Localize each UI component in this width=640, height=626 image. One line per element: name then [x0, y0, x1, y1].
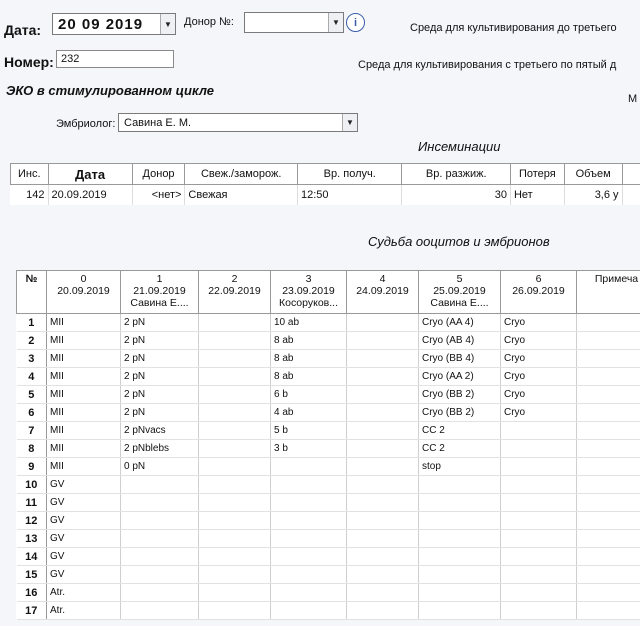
- cell[interactable]: [347, 314, 419, 332]
- cell[interactable]: [577, 350, 640, 368]
- cell[interactable]: [577, 494, 640, 512]
- date-picker[interactable]: [52, 13, 176, 35]
- fate-col-header-line: 26.09.2019: [512, 285, 565, 297]
- cell[interactable]: [271, 458, 347, 476]
- cell[interactable]: [577, 512, 640, 530]
- cell[interactable]: [121, 584, 199, 602]
- cell[interactable]: MII: [47, 314, 121, 332]
- number-label: Номер:: [4, 54, 54, 70]
- cell[interactable]: [577, 584, 640, 602]
- col-header[interactable]: Свеж./заморож.: [185, 164, 298, 185]
- fate-col-header-line: №: [25, 273, 38, 285]
- cell[interactable]: [347, 494, 419, 512]
- fate-col-header-line: 4: [379, 273, 386, 285]
- cell[interactable]: 2 pN: [121, 386, 199, 404]
- cell[interactable]: MII: [47, 422, 121, 440]
- cell[interactable]: [199, 584, 271, 602]
- fate-col-header-line: 2: [231, 273, 238, 285]
- cell[interactable]: [347, 404, 419, 422]
- table-row[interactable]: [17, 602, 640, 620]
- cell[interactable]: 4 ab: [271, 404, 347, 422]
- row-number: 14: [17, 548, 47, 566]
- fate-header-row: [17, 271, 640, 314]
- cell[interactable]: [419, 584, 501, 602]
- cell[interactable]: 8 ab: [271, 332, 347, 350]
- cell: 3,6 у: [564, 185, 622, 206]
- cell[interactable]: [121, 476, 199, 494]
- table-row[interactable]: [17, 314, 640, 332]
- cell[interactable]: 10 ab: [271, 314, 347, 332]
- col-header[interactable]: Объем: [564, 164, 622, 185]
- cell[interactable]: GV: [47, 512, 121, 530]
- cell[interactable]: [577, 332, 640, 350]
- date-value: 20 09 2019: [58, 15, 144, 33]
- cell[interactable]: [199, 332, 271, 350]
- cell[interactable]: [347, 386, 419, 404]
- cell[interactable]: [347, 422, 419, 440]
- cell[interactable]: [271, 584, 347, 602]
- cell[interactable]: 2 pN: [121, 368, 199, 386]
- table-row[interactable]: [17, 440, 640, 458]
- cell[interactable]: [501, 494, 577, 512]
- cell[interactable]: [271, 602, 347, 620]
- cell[interactable]: [121, 548, 199, 566]
- table-row[interactable]: [17, 548, 640, 566]
- table-row[interactable]: [17, 404, 640, 422]
- fate-table: [16, 270, 640, 620]
- cell[interactable]: [347, 332, 419, 350]
- row-number: 4: [17, 368, 47, 386]
- cell[interactable]: [199, 314, 271, 332]
- cell[interactable]: [199, 512, 271, 530]
- cell[interactable]: [121, 494, 199, 512]
- chevron-down-icon[interactable]: ▼: [160, 14, 175, 34]
- table-row[interactable]: [17, 566, 640, 584]
- cell[interactable]: stop: [419, 458, 501, 476]
- cell[interactable]: [419, 548, 501, 566]
- fate-col-header-line: Косоруков...: [278, 297, 339, 309]
- fate-title: Судьба ооцитов и эмбрионов: [368, 234, 550, 249]
- cell[interactable]: [501, 458, 577, 476]
- row-number: 6: [17, 404, 47, 422]
- cell[interactable]: [501, 476, 577, 494]
- inseminations-table: [10, 163, 640, 205]
- fate-col-header-line: Примеча: [594, 273, 639, 285]
- info-icon[interactable]: i: [346, 13, 365, 32]
- cell[interactable]: [419, 566, 501, 584]
- table-row[interactable]: [17, 512, 640, 530]
- cell[interactable]: GV: [47, 548, 121, 566]
- cell[interactable]: [347, 512, 419, 530]
- fate-col-header-line: 24.09.2019: [356, 285, 409, 297]
- cell[interactable]: [347, 602, 419, 620]
- cell[interactable]: Cryo: [501, 332, 577, 350]
- cell[interactable]: Cryo (BB 4): [419, 350, 501, 368]
- col-header[interactable]: Донор: [132, 164, 185, 185]
- cell[interactable]: Cryo: [501, 404, 577, 422]
- row-number: 16: [17, 584, 47, 602]
- embryologist-value: Савина Е. М.: [124, 116, 192, 129]
- cell[interactable]: 8 ab: [271, 350, 347, 368]
- cell[interactable]: [347, 440, 419, 458]
- cycle-title: ЭКО в стимулированном цикле: [6, 83, 215, 98]
- fate-col-header-line: 22.09.2019: [208, 285, 261, 297]
- cell[interactable]: [577, 386, 640, 404]
- table-row[interactable]: [17, 332, 640, 350]
- right-edge-letter: М: [628, 93, 638, 105]
- cell[interactable]: CC 2: [419, 422, 501, 440]
- cell[interactable]: Atr.: [47, 602, 121, 620]
- cell[interactable]: [577, 548, 640, 566]
- cell[interactable]: [199, 602, 271, 620]
- cell[interactable]: 2 pNvacs: [121, 422, 199, 440]
- table-row[interactable]: [17, 350, 640, 368]
- row-number: 17: [17, 602, 47, 620]
- cell[interactable]: Cryo (AB 4): [419, 332, 501, 350]
- cell[interactable]: [199, 386, 271, 404]
- cell[interactable]: [419, 530, 501, 548]
- cell[interactable]: [501, 440, 577, 458]
- cell[interactable]: [347, 476, 419, 494]
- fate-col-header[interactable]: [419, 271, 501, 314]
- fate-col-header-line: 23.09.2019: [282, 285, 335, 297]
- cell[interactable]: Cryo: [501, 350, 577, 368]
- date-label: Дата:: [4, 22, 42, 38]
- cell[interactable]: [577, 368, 640, 386]
- cell[interactable]: 3 b: [271, 440, 347, 458]
- cell[interactable]: [577, 530, 640, 548]
- cell[interactable]: MII: [47, 440, 121, 458]
- cell[interactable]: Cryo (AA 2): [419, 368, 501, 386]
- table-row[interactable]: [17, 476, 640, 494]
- cell[interactable]: [577, 404, 640, 422]
- cell: Нет: [510, 185, 564, 206]
- row-number: 13: [17, 530, 47, 548]
- cell[interactable]: 2 pN: [121, 404, 199, 422]
- cell[interactable]: [271, 548, 347, 566]
- fate-col-header[interactable]: [121, 271, 199, 314]
- cell[interactable]: CC 2: [419, 440, 501, 458]
- cell[interactable]: [577, 314, 640, 332]
- cell[interactable]: [199, 350, 271, 368]
- cell[interactable]: Cryo (BB 2): [419, 404, 501, 422]
- row-number: 11: [17, 494, 47, 512]
- inseminations-title: Инсеминации: [418, 139, 501, 154]
- table-row[interactable]: [17, 368, 640, 386]
- cell: 12:50: [298, 185, 402, 206]
- cell[interactable]: GV: [47, 530, 121, 548]
- table-row[interactable]: [17, 422, 640, 440]
- inseminations-header-row: [11, 164, 640, 185]
- cell[interactable]: 2 pN: [121, 332, 199, 350]
- cell[interactable]: [199, 422, 271, 440]
- fate-col-header-line: 5: [456, 273, 463, 285]
- cell[interactable]: 5 b: [271, 422, 347, 440]
- row-number: 9: [17, 458, 47, 476]
- table-row[interactable]: [17, 584, 640, 602]
- row-number: 10: [17, 476, 47, 494]
- cell: 20.09.2019: [48, 185, 132, 206]
- cell[interactable]: [199, 404, 271, 422]
- cell[interactable]: MII: [47, 404, 121, 422]
- cell[interactable]: 2 pN: [121, 350, 199, 368]
- cell[interactable]: [121, 602, 199, 620]
- col-header[interactable]: Инс.: [11, 164, 49, 185]
- cell[interactable]: [347, 368, 419, 386]
- fate-col-header-line: Савина Е....: [130, 297, 189, 309]
- cell[interactable]: [199, 368, 271, 386]
- fate-col-header[interactable]: [501, 271, 577, 314]
- fate-col-header[interactable]: [347, 271, 419, 314]
- cell[interactable]: [501, 584, 577, 602]
- cell[interactable]: [199, 458, 271, 476]
- embryologist-label: Эмбриолог:: [56, 118, 116, 130]
- number-field[interactable]: 232: [56, 50, 174, 68]
- table-row[interactable]: [17, 458, 640, 476]
- cell: 30: [402, 185, 511, 206]
- cell[interactable]: [501, 602, 577, 620]
- cell[interactable]: [577, 566, 640, 584]
- cell[interactable]: [271, 512, 347, 530]
- donor-select[interactable]: [244, 12, 344, 33]
- embryologist-select[interactable]: [118, 113, 358, 132]
- cell[interactable]: Atr.: [47, 584, 121, 602]
- table-row[interactable]: [17, 530, 640, 548]
- cell[interactable]: [501, 566, 577, 584]
- cell[interactable]: [501, 530, 577, 548]
- row-number: 2: [17, 332, 47, 350]
- cell[interactable]: [347, 350, 419, 368]
- cell: Свежая: [185, 185, 298, 206]
- cell[interactable]: [199, 494, 271, 512]
- cell[interactable]: [199, 530, 271, 548]
- cell[interactable]: 8 ab: [271, 368, 347, 386]
- table-row[interactable]: [11, 185, 640, 206]
- fate-col-header[interactable]: [271, 271, 347, 314]
- cell: 142: [11, 185, 49, 206]
- chevron-down-icon[interactable]: ▼: [328, 13, 343, 32]
- table-row[interactable]: [17, 494, 640, 512]
- row-number: 7: [17, 422, 47, 440]
- cell[interactable]: [577, 476, 640, 494]
- cell[interactable]: 6 b: [271, 386, 347, 404]
- cell[interactable]: [271, 494, 347, 512]
- cell[interactable]: [577, 602, 640, 620]
- cell[interactable]: [121, 512, 199, 530]
- cell[interactable]: [501, 548, 577, 566]
- cell[interactable]: [419, 512, 501, 530]
- row-number: 5: [17, 386, 47, 404]
- cell[interactable]: 0 pN: [121, 458, 199, 476]
- cell[interactable]: GV: [47, 494, 121, 512]
- media-label-2: Среда для культивирования с третьего по пятый д: [358, 59, 617, 71]
- cell[interactable]: [271, 530, 347, 548]
- cell[interactable]: Cryo: [501, 314, 577, 332]
- fate-col-header[interactable]: [577, 271, 640, 314]
- fate-col-header-line: 6: [535, 273, 542, 285]
- cell[interactable]: [347, 566, 419, 584]
- cell[interactable]: [501, 422, 577, 440]
- cell[interactable]: MII: [47, 332, 121, 350]
- fate-col-header-line: 25.09.2019: [433, 285, 486, 297]
- cell[interactable]: MII: [47, 386, 121, 404]
- cell[interactable]: 2 pN: [121, 314, 199, 332]
- donor-label: Донор №:: [184, 16, 234, 28]
- cell[interactable]: [199, 476, 271, 494]
- cell[interactable]: [199, 440, 271, 458]
- fate-col-header-line: 20.09.2019: [57, 285, 110, 297]
- cell[interactable]: MII: [47, 350, 121, 368]
- table-row[interactable]: [17, 386, 640, 404]
- col-header[interactable]: Дата: [48, 164, 132, 185]
- col-header[interactable]: Вр. разжиж.: [402, 164, 511, 185]
- cell[interactable]: MII: [47, 368, 121, 386]
- cell[interactable]: [419, 602, 501, 620]
- cell[interactable]: [577, 458, 640, 476]
- fate-col-header[interactable]: [199, 271, 271, 314]
- cell[interactable]: [347, 584, 419, 602]
- cell[interactable]: 2 pNblebs: [121, 440, 199, 458]
- fate-col-header-line: 3: [305, 273, 312, 285]
- cell[interactable]: Cryo (AA 4): [419, 314, 501, 332]
- fate-col-header[interactable]: [17, 271, 47, 314]
- fate-col-header-line: Савина Е....: [430, 297, 489, 309]
- cell[interactable]: [347, 530, 419, 548]
- row-number: 8: [17, 440, 47, 458]
- cell[interactable]: [501, 512, 577, 530]
- col-header[interactable]: Вр. получ.: [298, 164, 402, 185]
- row-number: 1: [17, 314, 47, 332]
- fate-col-header-line: 1: [156, 273, 163, 285]
- cell[interactable]: [577, 422, 640, 440]
- media-label-1: Среда для культивирования до третьего: [410, 22, 617, 34]
- fate-col-header-line: 0: [80, 273, 87, 285]
- cell[interactable]: [271, 566, 347, 584]
- cell[interactable]: [121, 566, 199, 584]
- fate-col-header-line: 21.09.2019: [133, 285, 186, 297]
- cell[interactable]: Cryo: [501, 386, 577, 404]
- cell[interactable]: [419, 494, 501, 512]
- chevron-down-icon[interactable]: ▼: [342, 114, 357, 131]
- row-number: 12: [17, 512, 47, 530]
- cell[interactable]: [347, 458, 419, 476]
- row-number: 3: [17, 350, 47, 368]
- cell[interactable]: [199, 548, 271, 566]
- cell[interactable]: [577, 440, 640, 458]
- cell[interactable]: GV: [47, 476, 121, 494]
- row-number: 15: [17, 566, 47, 584]
- cell[interactable]: [419, 476, 501, 494]
- cell[interactable]: Cryo (BB 2): [419, 386, 501, 404]
- cell[interactable]: GV: [47, 566, 121, 584]
- cell[interactable]: [271, 476, 347, 494]
- cell[interactable]: MII: [47, 458, 121, 476]
- cell[interactable]: [121, 530, 199, 548]
- cell[interactable]: Cryo: [501, 368, 577, 386]
- fate-col-header[interactable]: [47, 271, 121, 314]
- cell: <нет>: [132, 185, 185, 206]
- cell[interactable]: [199, 566, 271, 584]
- cell[interactable]: [347, 548, 419, 566]
- col-header[interactable]: Потеря: [510, 164, 564, 185]
